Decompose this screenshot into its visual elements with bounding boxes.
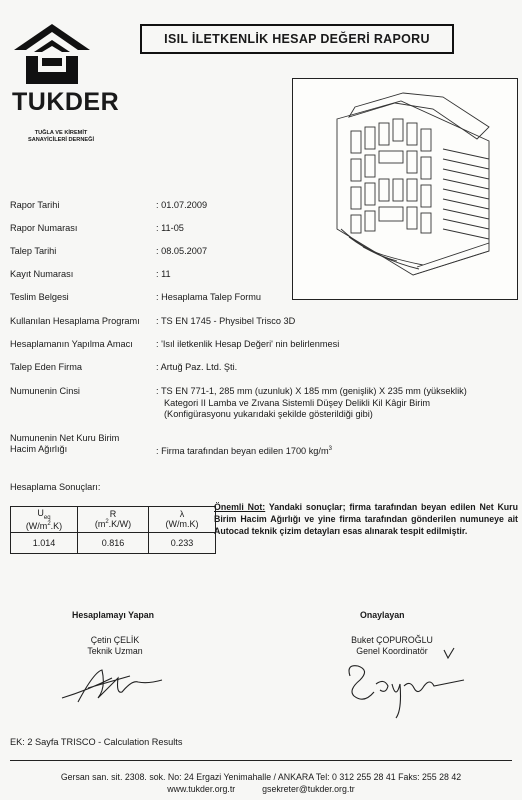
label-sample-type: Numunenin Cinsi (10, 386, 80, 396)
results-header-lambda: λ (W/m.K) (149, 507, 216, 533)
value-sample-type: : TS EN 771-1, 285 mm (uzunluk) X 185 mm (genişlik) X 235 mm (yükseklik) (156, 386, 467, 396)
value-sample-type-line3: (Konfigürasyonu yukarıdaki şekilde gösterildiği gibi) (164, 409, 373, 419)
label-delivery-document: Teslim Belgesi (10, 292, 69, 302)
value-delivery-document: : Hesaplama Talep Formu (156, 292, 262, 302)
footer-email-link[interactable]: gsekreter@tukder.org.tr (262, 784, 355, 794)
right-signatory-role: Genel Koordinatör (356, 646, 428, 656)
important-note-title: Önemli Not: (214, 502, 266, 512)
results-header-ueq: $U_{eq}$ $(W/m^2.K)$ (11, 507, 78, 533)
label-calculation-program: Kullanılan Hesaplama Programı (10, 316, 140, 326)
label-registration-number: Kayıt Numarası (10, 269, 74, 279)
footer-contacts (10, 783, 512, 795)
value-report-number: : 11-05 (156, 223, 184, 233)
results-table (10, 506, 216, 554)
right-signatory-name: Buket ÇOPUROĞLU (351, 635, 433, 645)
value-density-unit-sup: 3 (328, 446, 332, 452)
label-report-number: Rapor Numarası (10, 223, 78, 233)
results-value-lambda: 0.233 (149, 532, 216, 553)
value-density-text: : Firma tarafından beyan edilen 1700 kg/m (156, 446, 329, 457)
value-request-date: : 08.05.2007 (156, 246, 208, 256)
right-signature-heading: Onaylayan (360, 610, 405, 620)
important-note-text: Yandaki sonuçlar; firma tarafından beyan edilen Net Kuru Birim Hacim Ağırlığı ve yine firma tarafından gönderilen numuneye ait Autocad teknik çizim detayları esas alınarak tespit edilmiştir. (214, 502, 518, 536)
logo-subtitle (16, 130, 106, 144)
value-report-date: : 01.07.2009 (156, 200, 208, 210)
results-header-r: R $(m^2.K/W)$ (78, 507, 149, 533)
label-request-date: Talep Tarihi (10, 246, 57, 256)
value-density (156, 446, 332, 456)
brick-drawing-image (292, 78, 518, 300)
footer (10, 771, 512, 795)
label-density (10, 433, 119, 455)
left-signatory-name: Çetin ÇELİK (90, 635, 140, 645)
logo-name: TUKDER (12, 88, 120, 116)
report-title: ISIL İLETKENLİK HESAP DEĞERİ RAPORU (140, 24, 454, 54)
value-calculation-purpose: : 'Isıl iletkenlik Hesap Değeri' nin belirlenmesi (156, 339, 340, 349)
left-signatory (60, 635, 170, 657)
value-calculation-program: : TS EN 1745 - Physibel Trisco 3D (156, 316, 296, 326)
results-value-r: 0.816 (78, 532, 149, 553)
logo-subtitle-line2: SANAYİCİLERİ DERNEĞİ (28, 137, 94, 143)
tukder-logo-icon (12, 22, 92, 86)
left-signatory-role: Teknik Uzman (87, 646, 143, 656)
right-signature-icon (344, 640, 470, 722)
label-calculation-purpose: Hesaplamanın Yapılma Amacı (10, 339, 133, 349)
logo-subtitle-line1: TUĞLA VE KİREMİT (34, 130, 88, 136)
value-sample-type-line2: Kategori II Lamba ve Zıvana Sistemli Düşey Delikli Kil Kâgir Birim (164, 398, 431, 408)
left-signature-heading: Hesaplamayı Yapan (72, 610, 154, 620)
results-title: Hesaplama Sonuçları: (10, 482, 101, 492)
footer-website-link[interactable]: www.tukder.org.tr (167, 784, 236, 794)
footer-divider (10, 760, 512, 761)
label-density-line2: Hacim Ağırlığı (10, 444, 68, 454)
value-requesting-company: : Artuğ Paz. Ltd. Şti. (156, 362, 238, 372)
left-signature-icon (58, 658, 168, 706)
footer-address: Gersan san. sit. 2308. sok. No: 24 Ergazi Yenimahalle / ANKARA Tel: 0 312 255 28 41 Faks: 255 28 42 (60, 772, 462, 782)
results-value-ueq: 1.014 (11, 532, 78, 553)
label-report-date: Rapor Tarihi (10, 200, 60, 210)
important-note (214, 501, 518, 537)
label-density-line1: Numunenin Net Kuru Birim (10, 433, 120, 443)
value-registration-number: : 11 (156, 269, 171, 279)
label-requesting-company: Talep Eden Firma (10, 362, 83, 372)
attachment-note: EK: 2 Sayfa TRISCO - Calculation Results (10, 737, 183, 747)
